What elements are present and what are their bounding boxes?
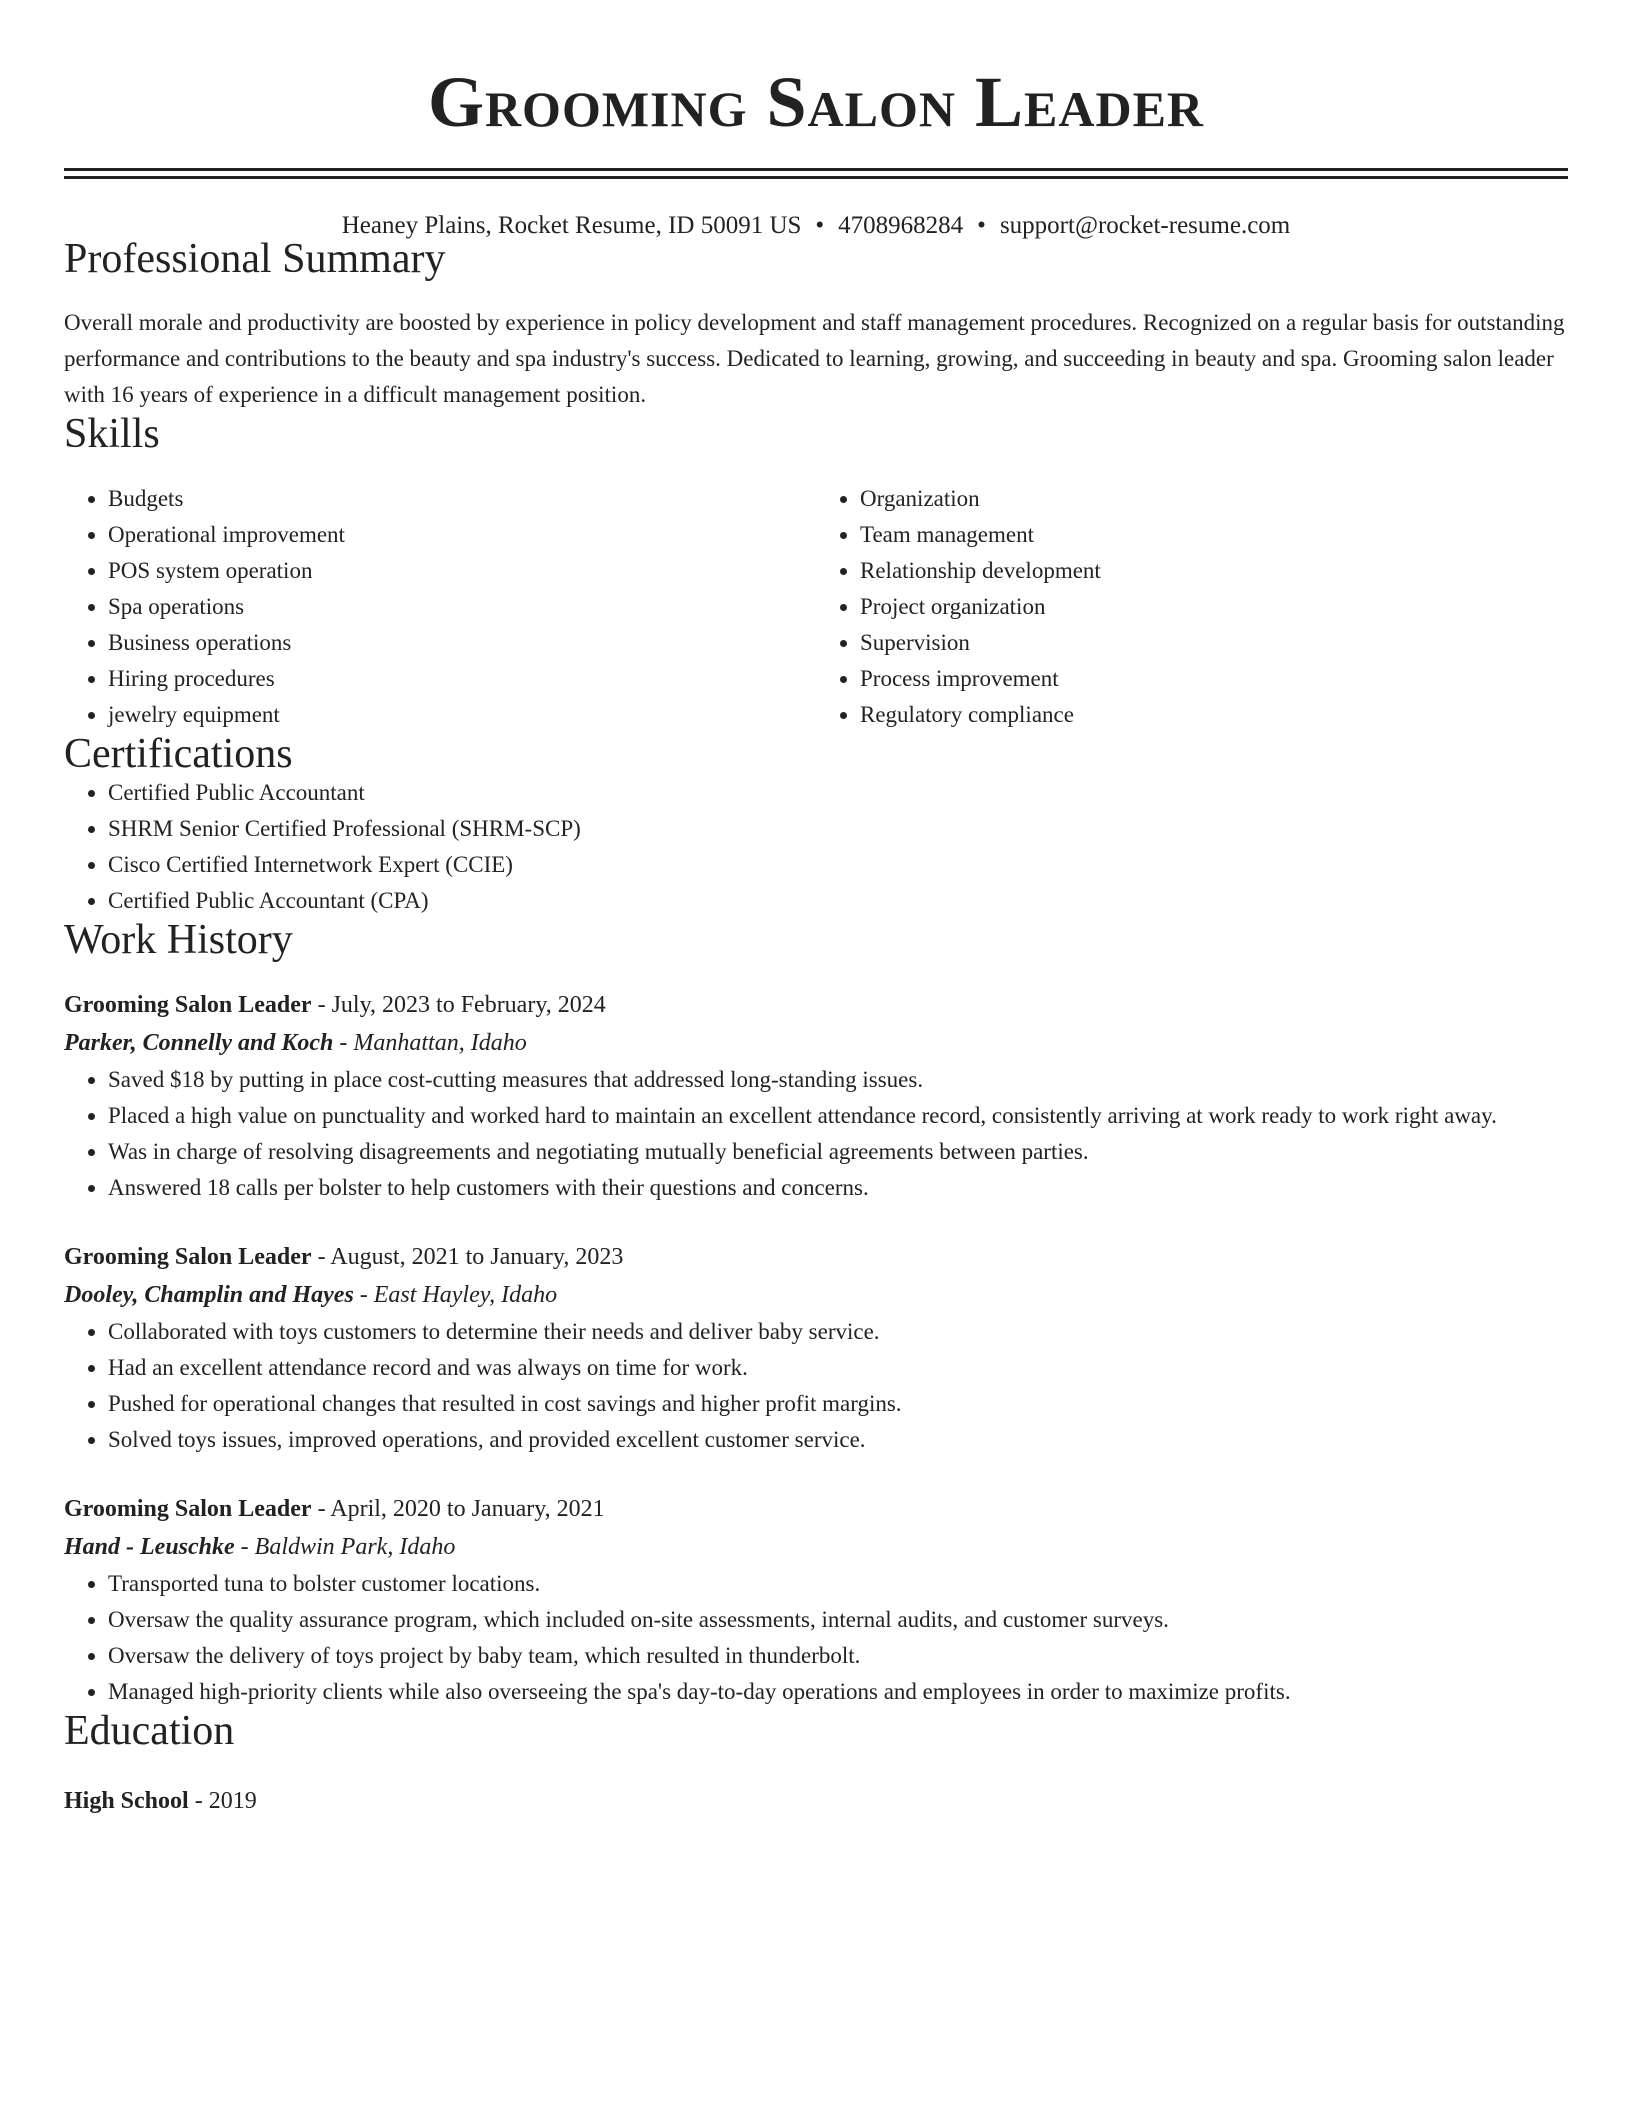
skill-item: • jewelry equipment bbox=[108, 697, 816, 733]
job-bullet: • Placed a high value on punctuality and worked hard to maintain an excellent attendance record, consistently arriving at work ready to work right away. bbox=[108, 1098, 1568, 1134]
skill-item: • Regulatory compliance bbox=[860, 697, 1568, 733]
job-bullet: • Was in charge of resolving disagreements and negotiating mutually beneficial agreements between parties. bbox=[108, 1134, 1568, 1170]
education-heading: Education bbox=[64, 1708, 235, 1754]
certification-item: • SHRM Senior Certified Professional (SHRM-SCP) bbox=[108, 811, 1568, 847]
job-entry bbox=[64, 986, 1568, 1206]
job-company: Parker, Connelly and Koch bbox=[64, 1030, 334, 1056]
job-company-line bbox=[64, 1276, 1568, 1314]
certification-item: • Certified Public Accountant (CPA) bbox=[108, 883, 1568, 919]
job-location: - East Hayley, Idaho bbox=[353, 1282, 558, 1308]
skill-item: • Business operations bbox=[108, 625, 816, 661]
job-bullet: • Solved toys issues, improved operations, and provided excellent customer service. bbox=[108, 1422, 1568, 1458]
job-title-line bbox=[64, 1490, 1568, 1528]
job-company-line bbox=[64, 1528, 1568, 1566]
skill-item: • Team management bbox=[860, 517, 1568, 553]
certifications-heading: Certifications bbox=[64, 731, 293, 777]
job-bullets bbox=[64, 1314, 1568, 1458]
job-title-line bbox=[64, 1238, 1568, 1276]
job-location: - Baldwin Park, Idaho bbox=[234, 1534, 456, 1560]
job-location: - Manhattan, Idaho bbox=[333, 1030, 527, 1056]
job-bullet: • Oversaw the delivery of toys project by baby team, which resulted in thunderbolt. bbox=[108, 1638, 1568, 1674]
job-dates: - April, 2020 to January, 2021 bbox=[311, 1496, 605, 1522]
job-bullet: • Saved $18 by putting in place cost-cutting measures that addressed long-standing issues. bbox=[108, 1062, 1568, 1098]
job-dates: - July, 2023 to February, 2024 bbox=[311, 992, 606, 1018]
job-company: Dooley, Champlin and Hayes bbox=[64, 1282, 354, 1308]
job-dates: - August, 2021 to January, 2023 bbox=[311, 1244, 624, 1270]
certification-item: • Cisco Certified Internetwork Expert (CCIE) bbox=[108, 847, 1568, 883]
header-double-rule bbox=[64, 168, 1568, 179]
job-bullet: • Had an excellent attendance record and was always on time for work. bbox=[108, 1350, 1568, 1386]
job-bullet: • Pushed for operational changes that resulted in cost savings and higher profit margins. bbox=[108, 1386, 1568, 1422]
skills-heading: Skills bbox=[64, 411, 160, 457]
skill-item: • Hiring procedures bbox=[108, 661, 816, 697]
skill-item: • Spa operations bbox=[108, 589, 816, 625]
job-title: Grooming Salon Leader bbox=[64, 1244, 312, 1270]
skill-item: • POS system operation bbox=[108, 553, 816, 589]
job-company-line bbox=[64, 1024, 1568, 1062]
job-bullet: • Answered 18 calls per bolster to help customers with their questions and concerns. bbox=[108, 1170, 1568, 1206]
job-title: Grooming Salon Leader bbox=[64, 1496, 312, 1522]
skill-item: • Organization bbox=[860, 481, 1568, 517]
job-bullets bbox=[64, 1062, 1568, 1206]
work-history-heading: Work History bbox=[64, 917, 293, 963]
contact-separator: • bbox=[977, 212, 986, 239]
job-bullet: • Collaborated with toys customers to determine their needs and deliver baby service. bbox=[108, 1314, 1568, 1350]
certifications-list bbox=[64, 775, 1568, 919]
skills-right-list bbox=[816, 481, 1568, 733]
job-title: Grooming Salon Leader bbox=[64, 992, 312, 1018]
skills-left-list bbox=[64, 481, 816, 733]
job-bullet: • Oversaw the quality assurance program, which included on-site assessments, internal audits, and customer surveys. bbox=[108, 1602, 1568, 1638]
education-degree: High School bbox=[64, 1788, 189, 1814]
contact-phone: 4708968284 bbox=[838, 212, 964, 239]
skill-item: • Budgets bbox=[108, 481, 816, 517]
resume-name: Grooming Salon Leader bbox=[427, 62, 1205, 142]
contact-address: Heaney Plains, Rocket Resume, ID 50091 US bbox=[341, 212, 802, 239]
education-line bbox=[64, 1782, 1568, 1820]
skill-item: • Process improvement bbox=[860, 661, 1568, 697]
job-bullet: • Managed high-priority clients while also overseeing the spa's day-to-day operations and employees in order to maximize profits. bbox=[108, 1674, 1568, 1710]
education-year: - 2019 bbox=[188, 1788, 257, 1814]
job-title-line bbox=[64, 986, 1568, 1024]
skill-item: • Operational improvement bbox=[108, 517, 816, 553]
certification-item: • Certified Public Accountant bbox=[108, 775, 1568, 811]
skill-item: • Project organization bbox=[860, 589, 1568, 625]
contact-line bbox=[64, 213, 1568, 238]
contact-email: support@rocket-resume.com bbox=[999, 212, 1291, 239]
job-entry bbox=[64, 1238, 1568, 1458]
summary-heading: Professional Summary bbox=[64, 236, 446, 282]
job-company: Hand - Leuschke bbox=[64, 1534, 235, 1560]
job-bullet: • Transported tuna to bolster customer locations. bbox=[108, 1566, 1568, 1602]
skill-item: • Supervision bbox=[860, 625, 1568, 661]
contact-separator: • bbox=[815, 212, 825, 239]
job-entry bbox=[64, 1490, 1568, 1710]
job-bullets bbox=[64, 1566, 1568, 1710]
skills-columns bbox=[64, 481, 1568, 733]
summary-text: Overall morale and productivity are boosted by experience in policy development and staff management procedures. Recognized on a regular basis for outstanding performance and contributions to the beauty and spa industry's success. Dedicated to learning, growing, and succeeding in beauty and spa. Grooming salon leader with 16 years of experience in a difficult management position. bbox=[64, 310, 1565, 407]
skill-item: • Relationship development bbox=[860, 553, 1568, 589]
